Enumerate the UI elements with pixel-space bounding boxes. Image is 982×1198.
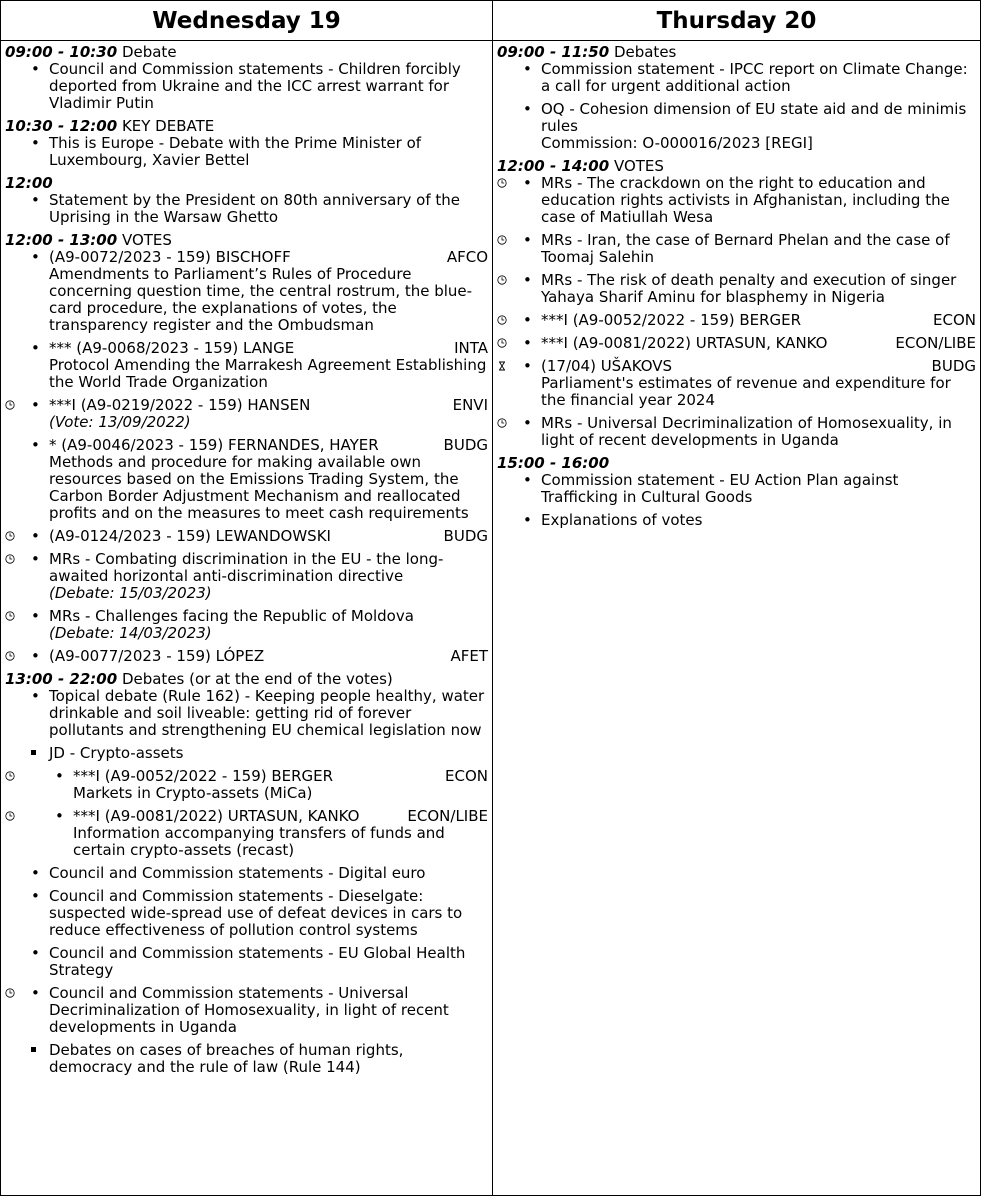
bullet-icon: • bbox=[523, 60, 532, 78]
item-title-row bbox=[541, 358, 976, 375]
clock-icon bbox=[5, 611, 15, 621]
agenda-item bbox=[1, 61, 492, 112]
item-description: MRs - Challenges facing the Republic of Moldova bbox=[49, 607, 414, 625]
day-header: Wednesday 19 bbox=[1, 1, 492, 41]
item-note: (Vote: 13/09/2022) bbox=[49, 413, 191, 431]
agenda-item bbox=[493, 272, 980, 306]
item-description: MRs - Universal Decriminalization of Homosexuality, in light of recent developments in Uganda bbox=[541, 414, 952, 449]
committee-code: ECON/LIBE bbox=[895, 334, 976, 352]
clock-icon bbox=[5, 400, 15, 410]
clock-icon bbox=[497, 315, 507, 325]
day-header: Thursday 20 bbox=[493, 1, 980, 41]
slot-time: 10:30 - 12:00 bbox=[5, 117, 118, 135]
committee-code: AFET bbox=[450, 647, 488, 665]
time-slot bbox=[493, 455, 980, 529]
item-description: Commission statement - IPCC report on Climate Change: a call for urgent additional action bbox=[541, 60, 968, 95]
agenda-item bbox=[493, 175, 980, 226]
bullet-icon: • bbox=[523, 100, 532, 118]
agenda-item bbox=[1, 808, 492, 859]
item-description: This is Europe - Debate with the Prime Minister of Luxembourg, Xavier Bettel bbox=[49, 134, 422, 169]
bullet-icon: • bbox=[523, 231, 532, 249]
item-title: ***I (A9-0081/2022) URTASUN, KANKO bbox=[541, 334, 828, 352]
item-description: Commission: O-000016/2023 [REGI] bbox=[541, 134, 813, 152]
item-text bbox=[49, 192, 488, 226]
slot-heading bbox=[1, 232, 492, 249]
agenda-item bbox=[1, 745, 492, 762]
item-text bbox=[49, 61, 488, 112]
bullet-icon: • bbox=[523, 334, 532, 352]
bullet-icon: • bbox=[31, 944, 40, 962]
item-description: Council and Commission statements - Children forcibly deported from Ukraine and the ICC arrest warrant for Vladimir Putin bbox=[49, 60, 461, 112]
item-description: MRs - Iran, the case of Bernard Phelan and the case of Toomaj Salehin bbox=[541, 231, 950, 266]
clock-icon bbox=[497, 235, 507, 245]
bullet-icon: • bbox=[523, 511, 532, 529]
bullet-icon: • bbox=[31, 134, 40, 152]
hourglass-icon bbox=[497, 361, 507, 371]
item-title-row bbox=[49, 648, 488, 665]
slot-type: Debates bbox=[609, 43, 677, 61]
agenda-item bbox=[1, 528, 492, 545]
item-title-row bbox=[541, 335, 976, 352]
item-text bbox=[49, 888, 488, 939]
bullet-icon: • bbox=[31, 527, 40, 545]
slot-heading bbox=[493, 158, 980, 175]
square-bullet-icon bbox=[31, 1047, 36, 1052]
item-title: (A9-0077/2023 - 159) LÓPEZ bbox=[49, 647, 265, 665]
item-description: MRs - The crackdown on the right to education and education rights activists in Afghanistan, including the case of Matiullah Wesa bbox=[541, 174, 950, 226]
time-slot bbox=[1, 44, 492, 112]
agenda-item-list bbox=[1, 135, 492, 169]
slot-time: 09:00 - 10:30 bbox=[5, 43, 118, 61]
item-title: (17/04) UŠAKOVS bbox=[541, 357, 673, 375]
item-description: Topical debate (Rule 162) - Keeping people healthy, water drinkable and soil liveable: getting rid of forever pollutants and strengthening EU chemical legislation now bbox=[49, 687, 485, 739]
item-text bbox=[541, 101, 976, 152]
column-body bbox=[493, 44, 980, 529]
agenda-item bbox=[1, 865, 492, 882]
item-text bbox=[49, 249, 488, 334]
bullet-icon: • bbox=[523, 414, 532, 432]
agenda-item bbox=[1, 985, 492, 1036]
item-title-row bbox=[541, 312, 976, 329]
agenda-item bbox=[1, 192, 492, 226]
item-description: Explanations of votes bbox=[541, 511, 703, 529]
item-description: MRs - The risk of death penalty and execution of singer Yahaya Sharif Aminu for blasphemy in Nigeria bbox=[541, 271, 957, 306]
committee-code: INTA bbox=[454, 339, 488, 357]
item-description: Council and Commission statements - Universal Decriminalization of Homosexuality, in light of recent developments in Uganda bbox=[49, 984, 449, 1036]
bullet-icon: • bbox=[31, 248, 40, 266]
item-note: (Debate: 15/03/2023) bbox=[49, 584, 212, 602]
item-text bbox=[49, 397, 488, 431]
clock-icon bbox=[5, 651, 15, 661]
agenda-item bbox=[1, 340, 492, 391]
slot-type: VOTES bbox=[117, 231, 172, 249]
item-description: Council and Commission statements - Digital euro bbox=[49, 864, 426, 882]
bullet-icon: • bbox=[523, 311, 532, 329]
item-text bbox=[541, 512, 976, 529]
bullet-icon: • bbox=[523, 357, 532, 375]
agenda-item-list bbox=[1, 249, 492, 665]
agenda-item bbox=[1, 437, 492, 522]
bullet-icon: • bbox=[31, 60, 40, 78]
agenda-item bbox=[1, 1042, 492, 1076]
agenda-item-list bbox=[1, 192, 492, 226]
time-slot bbox=[1, 232, 492, 665]
bullet-icon: • bbox=[31, 647, 40, 665]
slot-heading bbox=[1, 175, 492, 192]
bullet-icon: • bbox=[31, 607, 40, 625]
bullet-icon: • bbox=[523, 271, 532, 289]
item-text bbox=[541, 335, 976, 352]
slot-type: VOTES bbox=[609, 157, 664, 175]
agenda-item bbox=[1, 135, 492, 169]
slot-time: 15:00 - 16:00 bbox=[497, 454, 610, 472]
column-body bbox=[1, 44, 492, 1076]
item-text bbox=[541, 272, 976, 306]
clock-icon bbox=[5, 554, 15, 564]
column-wednesday bbox=[1, 1, 493, 1195]
agenda-item bbox=[1, 688, 492, 739]
square-bullet-icon bbox=[31, 750, 36, 755]
agenda-item bbox=[493, 335, 980, 352]
bullet-icon: • bbox=[523, 174, 532, 192]
item-text bbox=[49, 437, 488, 522]
item-text bbox=[49, 608, 488, 642]
slot-time: 09:00 - 11:50 bbox=[497, 43, 610, 61]
bullet-icon: • bbox=[31, 984, 40, 1002]
agenda-item bbox=[1, 945, 492, 979]
clock-icon bbox=[5, 771, 15, 781]
committee-code: ECON bbox=[933, 311, 976, 329]
slot-type: Debate bbox=[117, 43, 177, 61]
bullet-icon: • bbox=[55, 767, 64, 785]
time-slot bbox=[1, 118, 492, 169]
slot-heading bbox=[493, 455, 980, 472]
column-thursday bbox=[493, 1, 980, 1195]
item-text bbox=[49, 648, 488, 665]
committee-code: BUDG bbox=[931, 357, 976, 375]
item-note: (Debate: 14/03/2023) bbox=[49, 624, 212, 642]
bullet-icon: • bbox=[31, 687, 40, 705]
committee-code: BUDG bbox=[443, 527, 488, 545]
item-text bbox=[49, 528, 488, 545]
slot-time: 12:00 - 14:00 bbox=[497, 157, 610, 175]
item-text bbox=[541, 358, 976, 409]
item-description: Council and Commission statements - Dieselgate: suspected wide-spread use of defeat devices in cars to reduce effectiveness of pollution control systems bbox=[49, 887, 463, 939]
clock-icon bbox=[5, 988, 15, 998]
item-text bbox=[541, 472, 976, 506]
bullet-icon: • bbox=[31, 396, 40, 414]
committee-code: ECON/LIBE bbox=[407, 807, 488, 825]
committee-code: BUDG bbox=[443, 436, 488, 454]
item-text bbox=[541, 312, 976, 329]
item-description: Methods and procedure for making available own resources based on the Emissions Trading System, the Carbon Border Adjustment Mechanism and reallocated profits and on the measures to meet cash requirements bbox=[49, 453, 469, 522]
item-text bbox=[49, 985, 488, 1036]
item-description: Amendments to Parliament’s Rules of Procedure concerning question time, the central rostrum, the blue-card procedure, the explanations of votes, the transparency register and the Ombudsman bbox=[49, 265, 473, 334]
item-text bbox=[541, 175, 976, 226]
slot-type: Debates (or at the end of the votes) bbox=[117, 670, 393, 688]
time-slot bbox=[1, 175, 492, 226]
item-title: *** (A9-0068/2023 - 159) LANGE bbox=[49, 339, 295, 357]
agenda-item bbox=[1, 608, 492, 642]
bullet-icon: • bbox=[55, 807, 64, 825]
item-text bbox=[49, 865, 488, 882]
agenda-item-list bbox=[493, 175, 980, 449]
item-description: Council and Commission statements - EU Global Health Strategy bbox=[49, 944, 466, 979]
item-description: Protocol Amending the Marrakesh Agreement Establishing the World Trade Organization bbox=[49, 356, 487, 391]
item-title-row bbox=[49, 340, 488, 357]
item-text bbox=[541, 61, 976, 95]
slot-heading bbox=[1, 118, 492, 135]
item-text bbox=[73, 768, 488, 802]
clock-icon bbox=[497, 338, 507, 348]
item-text bbox=[49, 745, 488, 762]
item-title: ***I (A9-0081/2022) URTASUN, KANKO bbox=[73, 807, 360, 825]
item-description: Parliament's estimates of revenue and expenditure for the financial year 2024 bbox=[541, 374, 951, 409]
time-slot bbox=[493, 158, 980, 449]
item-title: (A9-0072/2023 - 159) BISCHOFF bbox=[49, 248, 291, 266]
agenda-item bbox=[1, 648, 492, 665]
item-text bbox=[541, 415, 976, 449]
item-text bbox=[49, 340, 488, 391]
agenda-item-list bbox=[1, 688, 492, 1076]
committee-code: ENVI bbox=[452, 396, 488, 414]
item-title: * (A9-0046/2023 - 159) FERNANDES, HAYER bbox=[49, 436, 379, 454]
clock-icon bbox=[497, 275, 507, 285]
item-description: Information accompanying transfers of funds and certain crypto-assets (recast) bbox=[73, 824, 445, 859]
agenda-item bbox=[493, 101, 980, 152]
item-description: Debates on cases of breaches of human rights, democracy and the rule of law (Rule 144) bbox=[49, 1041, 404, 1076]
item-title-row bbox=[49, 249, 488, 266]
bullet-icon: • bbox=[31, 550, 40, 568]
agenda-item bbox=[493, 232, 980, 266]
bullet-icon: • bbox=[523, 471, 532, 489]
slot-heading bbox=[1, 671, 492, 688]
agenda-item bbox=[1, 888, 492, 939]
item-text bbox=[49, 135, 488, 169]
item-title-row bbox=[73, 768, 488, 785]
time-slot bbox=[493, 44, 980, 152]
time-slot bbox=[1, 671, 492, 1076]
item-description: Statement by the President on 80th anniversary of the Uprising in the Warsaw Ghetto bbox=[49, 191, 460, 226]
slot-heading bbox=[1, 44, 492, 61]
agenda-item bbox=[1, 249, 492, 334]
item-text bbox=[49, 551, 488, 602]
item-text bbox=[73, 808, 488, 859]
bullet-icon: • bbox=[31, 339, 40, 357]
item-text bbox=[49, 1042, 488, 1076]
item-description: JD - Crypto-assets bbox=[49, 744, 184, 762]
item-title: (A9-0124/2023 - 159) LEWANDOWSKI bbox=[49, 527, 331, 545]
bullet-icon: • bbox=[31, 887, 40, 905]
item-title-row bbox=[73, 808, 488, 825]
agenda-item bbox=[493, 512, 980, 529]
item-title: ***I (A9-0052/2022 - 159) BERGER bbox=[541, 311, 802, 329]
clock-icon bbox=[497, 178, 507, 188]
item-description: MRs - Combating discrimination in the EU - the long-awaited horizontal anti-discrimination directive bbox=[49, 550, 444, 585]
item-text bbox=[49, 945, 488, 979]
item-title-row bbox=[49, 528, 488, 545]
item-description: OQ - Cohesion dimension of EU state aid and de minimis rules bbox=[541, 100, 967, 135]
agenda-item bbox=[1, 397, 492, 431]
bullet-icon: • bbox=[31, 191, 40, 209]
agenda-item bbox=[493, 472, 980, 506]
agenda-item bbox=[493, 358, 980, 409]
slot-heading bbox=[493, 44, 980, 61]
bullet-icon: • bbox=[31, 436, 40, 454]
agenda-item-list bbox=[493, 472, 980, 529]
item-text bbox=[49, 688, 488, 739]
clock-icon bbox=[5, 811, 15, 821]
agenda-item bbox=[1, 768, 492, 802]
item-title-row bbox=[49, 437, 488, 454]
committee-code: AFCO bbox=[446, 248, 488, 266]
clock-icon bbox=[5, 531, 15, 541]
agenda-item-list bbox=[1, 61, 492, 112]
clock-icon bbox=[497, 418, 507, 428]
agenda-item bbox=[1, 551, 492, 602]
agenda-item-list bbox=[493, 61, 980, 152]
item-title: ***I (A9-0052/2022 - 159) BERGER bbox=[73, 767, 334, 785]
slot-time: 12:00 - 13:00 bbox=[5, 231, 118, 249]
committee-code: ECON bbox=[445, 767, 488, 785]
item-description: Commission statement - EU Action Plan against Trafficking in Cultural Goods bbox=[541, 471, 899, 506]
item-title-row bbox=[49, 397, 488, 414]
agenda-item bbox=[493, 61, 980, 95]
agenda-item bbox=[493, 312, 980, 329]
agenda-item bbox=[493, 415, 980, 449]
bullet-icon: • bbox=[31, 864, 40, 882]
item-title: ***I (A9-0219/2022 - 159) HANSEN bbox=[49, 396, 311, 414]
slot-type: KEY DEBATE bbox=[117, 117, 215, 135]
item-description: Markets in Crypto-assets (MiCa) bbox=[73, 784, 313, 802]
item-text bbox=[541, 232, 976, 266]
slot-time: 12:00 bbox=[5, 174, 53, 192]
slot-time: 13:00 - 22:00 bbox=[5, 670, 118, 688]
